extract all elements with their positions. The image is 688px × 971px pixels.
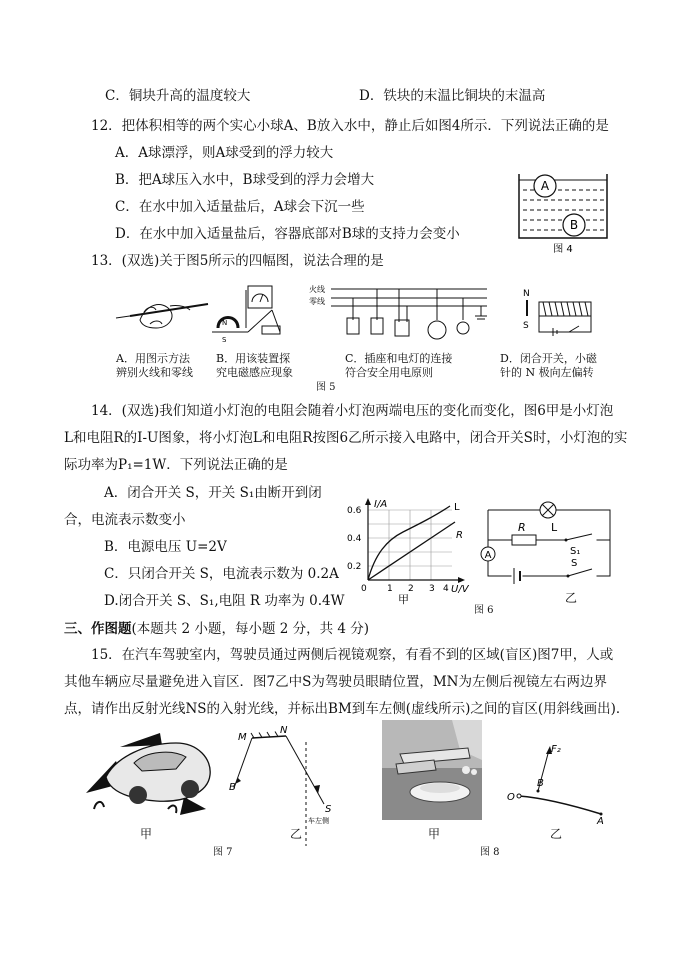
graph-y-tick-0.6: 0.6	[347, 506, 362, 516]
figure-7-car-blind-spot-photo	[76, 723, 216, 823]
q12-stem: 12．把体积相等的两个实心小球A、B放入水中，静止后如图4所示．下列说法正确的是	[91, 118, 609, 134]
q11-option-c: C．铜块升高的温度较大	[105, 88, 251, 104]
q14-option-c: C．只闭合开关 S，电流表示数为 0.2A	[104, 566, 339, 582]
fig5-caption-b-line2: 究电磁感应现象	[216, 366, 293, 379]
figure-5-panel-a-test-pen	[110, 290, 210, 340]
q11-option-d: D．铁块的末温比铜块的末温高	[359, 88, 546, 104]
section-3-title: 三、作图题	[64, 621, 132, 637]
circuit-resistor-label: R	[518, 521, 526, 534]
graph-x-tick-1: 1	[387, 584, 393, 594]
fig5-caption-a-line1: A．用图示方法	[116, 352, 190, 365]
q14-option-b: B．电源电压 U=2V	[104, 539, 227, 555]
q12-option-b: B．把A球压入水中，B球受到的浮力会增大	[115, 172, 375, 188]
q15-line1: 15．在汽车驾驶室内，驾驶员通过两侧后视镜观察，有看不到的区域(盲区)图7甲，人或	[91, 647, 614, 663]
fig5-caption-a-line2: 辨别火线和零线	[116, 366, 193, 379]
graph-y-tick-0.4: 0.4	[347, 534, 362, 544]
neutral-wire-label: 零线	[309, 297, 325, 306]
figure-5-panel-c-wiring	[307, 284, 487, 350]
q12-option-c: C．在水中加入适量盐后，A球会下沉一些	[115, 199, 365, 215]
figure-6-iu-graph	[345, 496, 475, 604]
figure-5-panel-b-induction-device	[208, 284, 286, 346]
circuit-switch-s-label: S	[571, 558, 578, 569]
section-3-heading	[64, 620, 369, 638]
q14-option-d: D.闭合开关 S、S₁,电阻 R 功率为 0.4W	[104, 593, 345, 609]
figure-8-sub-jia: 甲	[428, 827, 441, 841]
mirror-point-n: N	[280, 725, 288, 736]
q12-option-a: A．A球漂浮，则A球受到的浮力较大	[115, 145, 334, 161]
graph-line-r-label: R	[456, 530, 463, 541]
circuit-lamp-label: L	[551, 521, 558, 534]
q15-line2: 其他车辆应尽量避免进入盲区．图7乙中S为驾驶员眼睛位置，MN为左侧后视镜左右两边界	[64, 674, 607, 690]
figure-7-sub-yi: 乙	[290, 827, 303, 841]
compass-s-label: S	[523, 321, 529, 331]
q12-option-d: D．在水中加入适量盐后，容器底部对B球的支持力会变小	[115, 226, 460, 242]
fig5-caption-d-line1: D．闭合开关，小磁	[500, 352, 597, 365]
compass-n-label: N	[523, 289, 530, 299]
figure-7-sub-jia: 甲	[140, 827, 153, 841]
q14-option-a-line1: A．闭合开关 S，开关 S₁由断开到闭	[104, 485, 322, 501]
graph-x-axis-label: U/V	[451, 584, 469, 595]
figure-4-caption: 图 4	[553, 244, 573, 255]
fig5-caption-d-line2: 针的 N 极向左偏转	[500, 366, 594, 379]
graph-curve-l-label: L	[454, 502, 460, 513]
graph-x-tick-0: 0	[361, 584, 367, 594]
figure-6-circuit	[476, 496, 614, 588]
graph-y-tick-0.2: 0.2	[347, 562, 362, 572]
live-wire-label: 火线	[309, 285, 325, 294]
q14-stem-line1: 14．(双选)我们知道小灯泡的电阻会随着小灯泡两端电压的变化而变化，图6甲是小灯泡	[91, 403, 614, 419]
figure-7-mirror-diagram	[228, 725, 340, 848]
graph-x-tick-4: 4	[443, 584, 449, 594]
q14-stem-line3: 际功率为P₁=1W．下列说法正确的是	[64, 457, 288, 473]
svg-text:S: S	[222, 336, 227, 344]
q14-option-a-line2: 合，电流表示数变小	[64, 512, 186, 528]
figure-8-caption: 图 8	[480, 847, 500, 858]
svg-text:N: N	[222, 319, 228, 327]
figure-5-panel-d-solenoid	[515, 288, 595, 344]
fig5-caption-c-line2: 符合安全用电原则	[345, 366, 433, 379]
point-a-label: A	[597, 816, 604, 827]
circuit-ammeter-label: A	[484, 550, 492, 561]
ball-b-label: B	[569, 218, 579, 232]
q13-stem: 13．(双选)关于图5所示的四幅图，说法合理的是	[91, 253, 384, 269]
figure-5-caption: 图 5	[316, 382, 336, 393]
q15-line3: 点，请作出反射光线NS的入射光线，并标出BM到车左侧(虚线所示)之间的盲区(用斜线画出)．	[64, 701, 630, 717]
force-f2-label: F₂	[551, 744, 561, 755]
section-3-note: (本题共 2 小题，每小题 2 分，共 4 分)	[131, 621, 370, 637]
ball-a-label: A	[540, 179, 550, 193]
fig5-caption-b-line1: B．用该装置探	[216, 352, 291, 365]
car-left-side-label: 车左侧	[308, 817, 329, 825]
pivot-o-label: O	[507, 792, 515, 803]
figure-4-container-with-balls	[515, 170, 611, 255]
figure-6-caption: 图 6	[474, 605, 494, 616]
eye-point-s: S	[325, 804, 332, 815]
fig5-caption-c-line1: C．插座和电灯的连接	[345, 352, 453, 365]
figure-8-lever-diagram	[505, 742, 615, 832]
point-b-label: B	[537, 778, 544, 789]
point-b: B	[229, 782, 236, 793]
q14-stem-line2: L和电阻R的I-U图象，将小灯泡L和电阻R按图6乙所示接入电路中，闭合开关S时，小灯泡的实	[64, 430, 628, 446]
figure-8-sub-yi: 乙	[550, 827, 563, 841]
figure-6-circuit-sub-caption: 乙	[565, 591, 578, 605]
figure-8-garlic-press-photo	[382, 720, 482, 820]
graph-x-tick-3: 3	[429, 584, 435, 594]
graph-x-tick-2: 2	[408, 584, 414, 594]
figure-7-caption: 图 7	[213, 847, 233, 858]
graph-sub-caption: 甲	[398, 593, 409, 606]
graph-y-axis-label: I/A	[374, 499, 388, 510]
mirror-point-m: M	[238, 732, 247, 743]
circuit-switch-s1-label: S₁	[570, 546, 581, 557]
